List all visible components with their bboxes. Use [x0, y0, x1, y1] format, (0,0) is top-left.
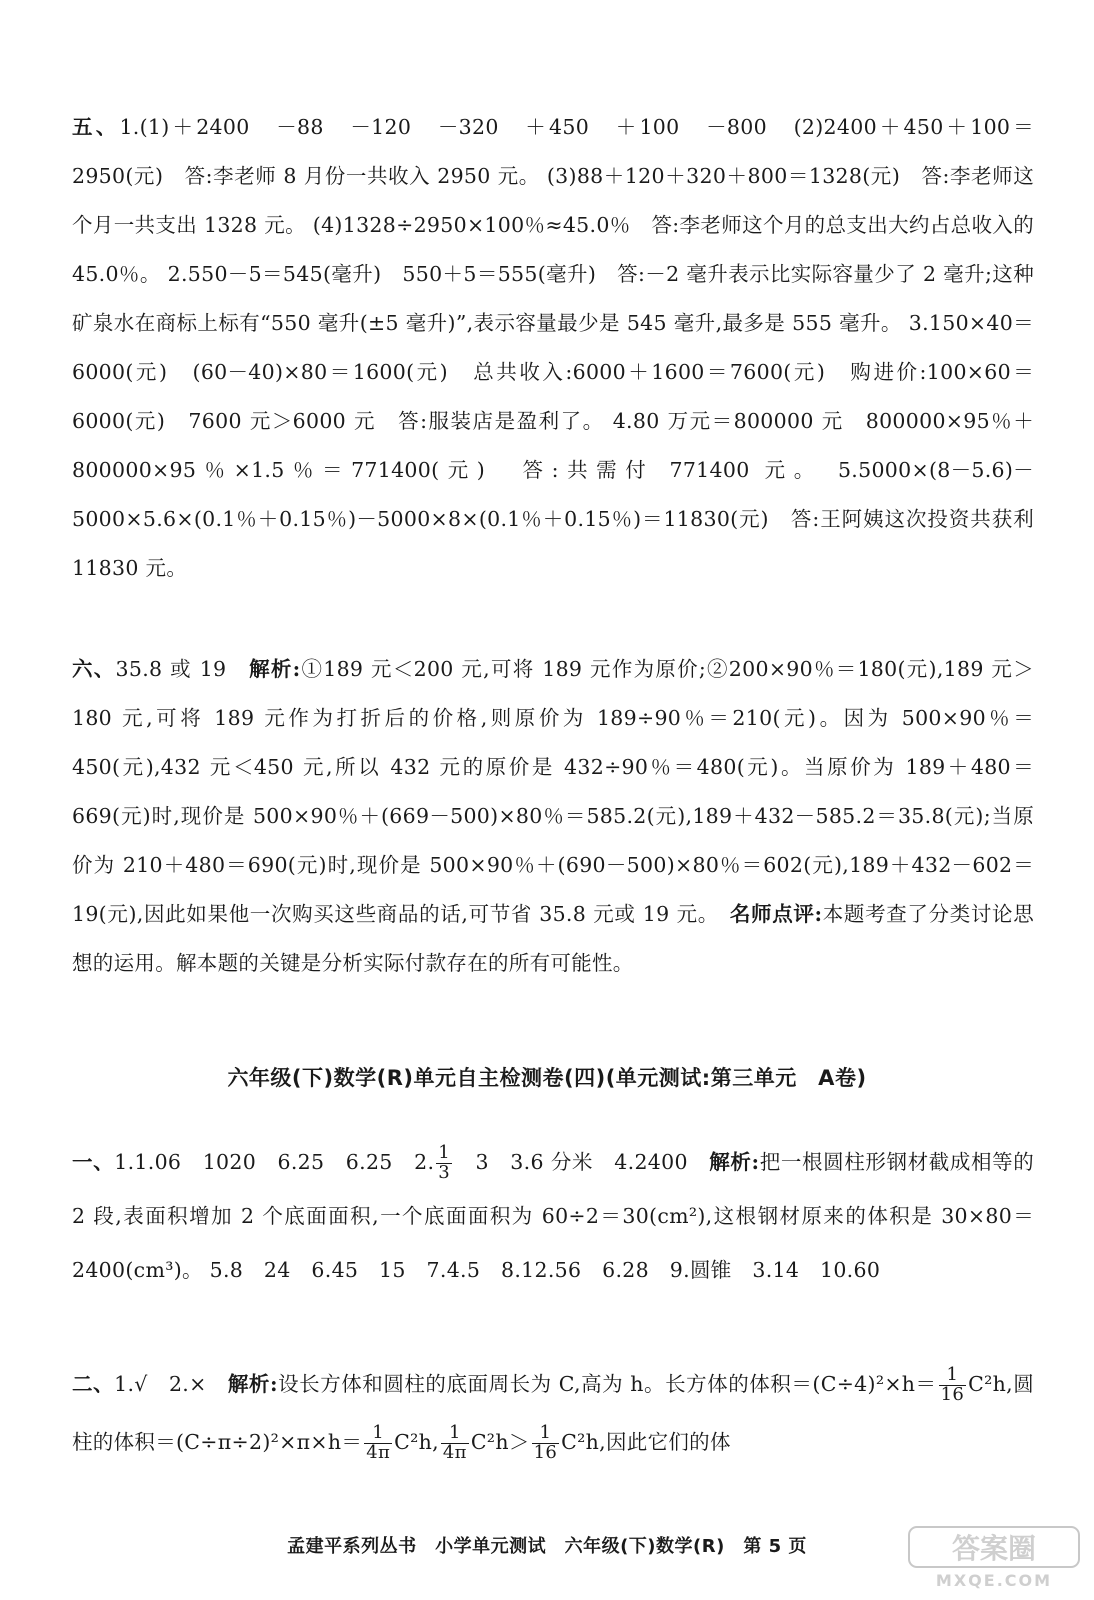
section-6-answer: 35.8 或 19: [115, 657, 227, 681]
part-2-q2: 2.×: [168, 1372, 228, 1396]
watermark-logo: [908, 1526, 1080, 1590]
fraction-denominator: 16: [533, 1442, 558, 1463]
section-6-comment-label: 名师点评:: [729, 902, 823, 926]
section-6-answers: [72, 645, 1034, 988]
fraction-one-over-four-pi: [441, 1424, 469, 1463]
section-6-label: 六、: [72, 657, 116, 681]
test-title: 六年级(下)数学(R)单元自主检测卷(四)(单元测试:第三单元 A卷): [227, 1066, 867, 1090]
fraction-one-over-four-pi: [364, 1424, 392, 1463]
fraction-denominator: 4π: [366, 1442, 391, 1463]
section-5-text: 1.(1)＋2400 －88 －120 －320 ＋450 ＋100 －800 (2)2400＋450＋100＝2950(元) 答:李老师 8 月份一共收入 2950 元。 (3)88＋120＋320＋800＝1328(元) 答:李老师这个月一共支出 1328 元。 (4)1328÷2950×100％≈45.0％ 答:李老师这个月的总支出大约占总收入的 45.0％。 2.550－5＝545(毫升) 550＋5＝555(毫升) 答:－2 毫升表示比实际容量少了 2 毫升;这种矿泉水在商标上标有“550 毫升(±5 毫升)”,表示容量最少是 545 毫升,最多是 555 毫升。 3.150×40＝6000(元) (60－40)×80＝1600(元) 总共收入:6000＋1600＝7600(元) 购进价:100×60＝6000(元) 7600 元＞6000 元 答:服装店是盈利了。 4.80 万元＝800000 元 800000×95％＋800000×95％×1.5％＝771400(元) 答:共需付 771400 元。 5.5000×(8－5.6)－5000×5.6×(0.1％＋0.15％)－5000×8×(0.1％＋0.15％)＝11830(元) 答:王阿姨这次投资共获利 11830 元。: [72, 115, 1034, 580]
part-1-label: 一、: [72, 1150, 115, 1174]
fraction-numerator: 1: [939, 1366, 967, 1386]
part-2-analysis-label: 解析:: [227, 1372, 278, 1396]
part-2-analysis-d: C²h＞: [470, 1430, 530, 1454]
section-6-comment: 本题考查了分类讨论思想的运用。解本题的关键是分析实际付款存在的所有可能性。: [72, 902, 1035, 975]
part-1-answers: [72, 1135, 1034, 1297]
fraction-numerator: 1: [364, 1424, 392, 1444]
section-6-analysis: ①189 元＜200 元,可将 189 元作为原价;②200×90％＝180(元),189 元＞180 元,可将 189 元作为打折后的价格,则原价为 189÷90％＝210(元)。因为 500×90％＝450(元),432 元＜450 元,所以 432 元的原价是 432÷90％＝480(元)。当原价为 189＋480＝669(元)时,现价是 500×90％＋(669－500)×80％＝585.2(元),189＋432－585.2＝35.8(元);当原价为 210＋480＝690(元)时,现价是 500×90％＋(690－500)×80％＝602(元),189＋432－602＝19(元),因此如果他一次购买这些商品的话,可节省 35.8 元或 19 元。: [72, 657, 1034, 926]
part-1-analysis: 把一根圆柱形钢材截成相等的 2 段,表面积增加 2 个底面面积,一个底面面积为 60÷2＝30(cm²),这根钢材原来的体积是 30×80＝2400(cm³)。: [72, 1150, 1035, 1282]
part-1-rest: 5.8 24 6.45 15 7.4.5 8.12.56 6.28 9.圆锥 3.14 10.60: [202, 1258, 881, 1282]
part-1-analysis-label: 解析:: [709, 1150, 760, 1174]
fraction-numerator: 1: [532, 1424, 560, 1444]
fraction-one-sixteenth: [532, 1424, 560, 1463]
fraction-numerator: 1: [441, 1424, 469, 1444]
fraction-one-sixteenth: [939, 1366, 967, 1405]
watermark-text-cn: 答案圈: [951, 1532, 1037, 1565]
fraction-denominator: 4π: [442, 1442, 467, 1463]
fraction-denominator: 16: [940, 1384, 965, 1405]
part-2-q1: 1.√: [114, 1372, 169, 1396]
section-6-analysis-label: 解析:: [249, 657, 301, 681]
part-1-q1: 1.1.06 1020 6.25 6.25: [114, 1150, 415, 1174]
part-2-analysis-c: C²h,: [394, 1430, 439, 1454]
fraction-denominator: 3: [438, 1162, 451, 1183]
watermark-text-en: MXQE.COM: [935, 1571, 1053, 1590]
part-1-q2-prefix: 2.: [414, 1150, 435, 1174]
section-5-label: 五、: [72, 115, 120, 139]
fraction-one-third: [436, 1144, 452, 1183]
part-2-analysis-a: 设长方体和圆柱的底面周长为 C,高为 h。长方体的体积＝(C÷4)²×h＝: [277, 1372, 937, 1396]
part-2-answers: [72, 1355, 1034, 1471]
part-2-analysis-b: C²h,圆柱的体积＝(C÷π÷2)²×π×h＝: [72, 1372, 1035, 1454]
part-2-label: 二、: [72, 1372, 115, 1396]
part-1-q2-rest: 3 3.6 分米 4.2400: [454, 1150, 710, 1174]
page-footer: 孟建平系列丛书 小学单元测试 六年级(下)数学(R) 第 5 页: [287, 1536, 807, 1557]
part-2-analysis-e: C²h,因此它们的体: [561, 1430, 731, 1454]
fraction-numerator: 1: [438, 1142, 451, 1164]
section-5-answers: [72, 103, 1034, 593]
